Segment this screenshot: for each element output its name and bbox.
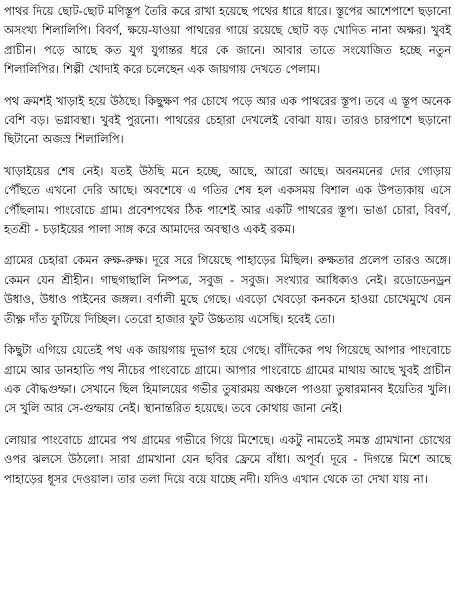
paragraph-3: খাড়াইয়ের শেষ নেই। যতই উঠছি মনে হচ্ছে, আছে, আরো আছে। অবনমনের দোর গোড়ায় পৌঁছতে এখনো দেরি আছে। অবশেষে এ গতির শেষ হল একসময় বিশাল এক উপত্যকায় এসে পৌঁছলাম। পাংবোচে গ্রাম। প্রবেশপথের ঠিক পাশেই আর একটি পাথরের স্তূপ। ভাঙা চোরা, বিবর্ণ, হতশ্রী - চড়াইয়ের পালা সাঙ্গ করে আমাদের অবস্থাও একই রকম। [4,163,451,237]
paragraph-2: পথ ক্রমশই খাড়াই হয়ে উঠছে। কিছুক্ষণ পর চোখে পড়ে আর এক পাথরের স্তূপ। তবে এ স্তূপ অনেক বেশি বড়। ভগ্নাবস্থা। খুবই পুরনো। পাথরের চেহারা দেখলেই বোঝা যায়। তারও চারপাশে ছড়ানো ছিটানো অজস্র শিলালিপি। [4,93,451,147]
paragraph-4: গ্রামের চেহারা কেমন রুক্ষ-রুক্ষ। দূরে সরে গিয়েছে পাহাড়ের মিছিল। রুক্ষতার প্রলেপ তারও অঙ্গে। কেমন যেন শ্রীহীন। গাছগাছালি নিষ্পত্র, সবুজ - সবুজ। সংখ্যার আধিক্যও নেই। রডোডেনড্রন উধাও, উধাও পাইনের জঙ্গল। বর্ণালী মুছে গেছে। এবড়ো খেবড়ো কনকনে হাওয়া চোখেমুখে যেন তীক্ষ্ণ দাঁত ফুটিয়ে দিচ্ছিল। তেরো হাজার ফুট উচ্চতায় এসেছি। হবেই তো। [4,253,451,326]
paragraph-5: কিছুটা এগিয়ে যেতেই পথ এক জায়গায় দুভাগ হয়ে গেছে। বাঁদিকের পথ গিয়েছে আপার পাংবোচে গ্রামে আর ডানহাতি পথ নীচের পাংবোচে গ্রামে। আপার পাংবোচে গ্রামের মাথায় আছে খুবই প্রাচীন এক বৌদ্ধগুম্ফা। সেখানে ছিল হিমালয়ের গভীর তুষারময় অঞ্চলে পাওয়া তুষারমানব ইয়েতির খুলি। সে খুলি আর সে-গুম্ফায় নেই। স্থানান্তরিত হয়েছে। তবে কোথায় জানা নেই। [4,343,451,416]
paragraph-6: লোয়ার পাংবোচে গ্রামের পথ গ্রামের গভীরে গিয়ে মিশেছে। একটু নামতেই সমস্ত গ্রামখানা চোখের ওপর ঝলসে উঠলো। সারা গ্রামখানা যেন ছবির ফ্রেমে বাঁধা। অপূর্ব। দূরে - দিগন্তে মিশে আছে পাহাড়ের ধূসর দেওয়াল। তার তলা দিয়ে বয়ে যাচ্ছে নদী। যদিও এখান থেকে তা দেখা যায় না। [4,432,451,486]
paragraph-1: পাথর দিয়ে ছোট-ছোট মণিস্তূপ তৈরি করে রাখা হয়েছে পথের ধারে ধারে। স্তূপের আশেপাশে ছড়ানো অসংখ্য শিলালিপি। বিবর্ণ, ক্ষয়ে-যাওয়া পাথরের গায়ে রয়েছে ছোট বড় খোদিত নানা অক্ষর। খুবই প্রাচীন। পড়ে আছে কত যুগ যুগান্তর ধরে কে জানে। আবার তাতে সংযোজিত হচ্ছে নতুন শিলালিপির। শিল্পী খোদাই করে চলেছেন এক জায়গায় দেখতে পেলাম। [4,4,451,77]
